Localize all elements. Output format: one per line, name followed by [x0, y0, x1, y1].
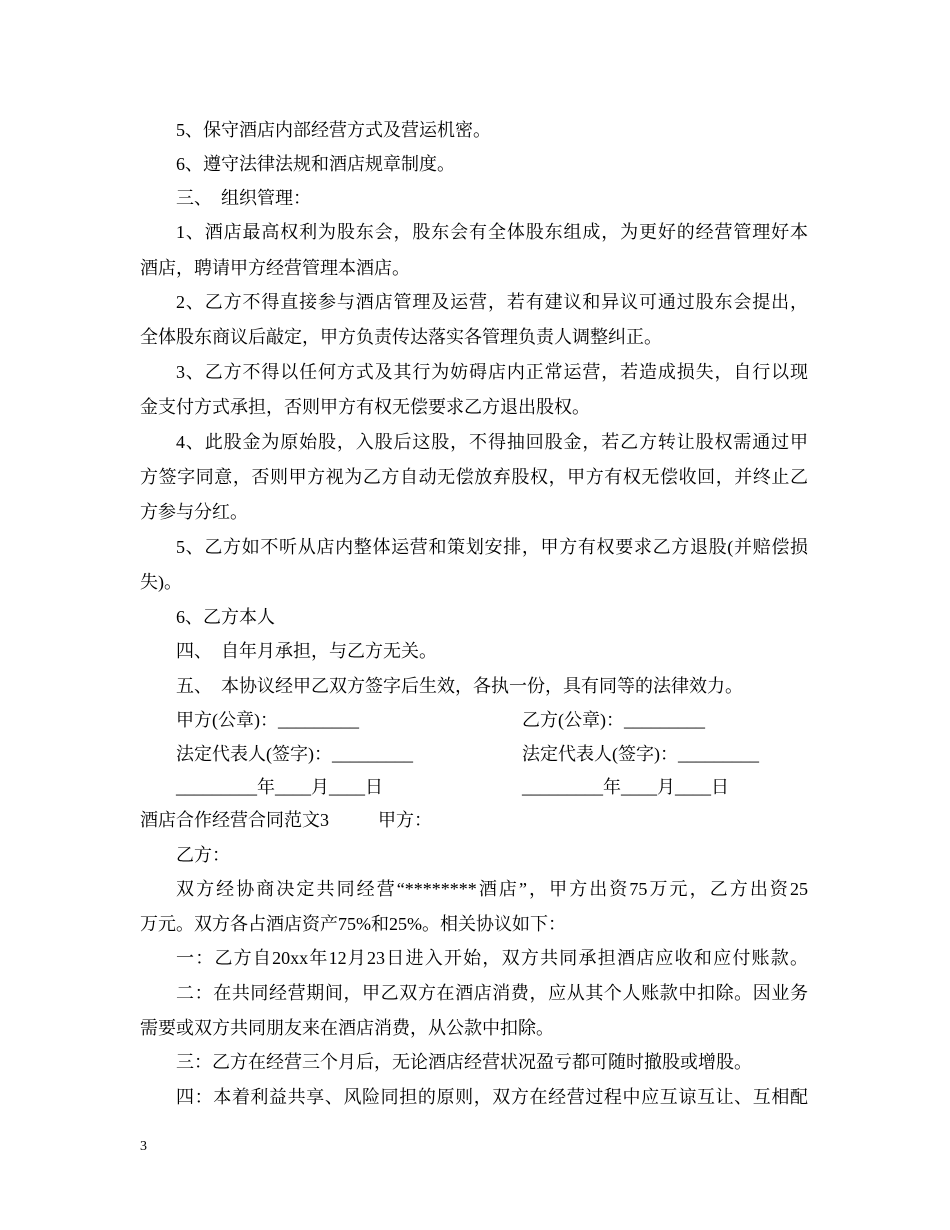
- paragraph-line: 方签字同意，否则甲方视为乙方自动无偿放弃股权，甲方有权无偿收回，并终止乙: [140, 467, 808, 487]
- paragraph-line: 方参与分红。: [140, 502, 248, 522]
- section-heading: 四、 自年月承担，与乙方无关。: [176, 641, 437, 661]
- paragraph-line: 2、乙方不得直接参与酒店管理及运营，若有建议和异议可通过股东会提出，: [176, 292, 808, 312]
- party-a-date: _________年____月____日: [176, 777, 383, 797]
- clause-line: 5、保守酒店内部经营方式及营运机密。: [176, 120, 491, 140]
- clause-line: 6、遵守法律法规和酒店规章制度。: [176, 154, 455, 174]
- contract-title: 酒店合作经营合同范文3: [140, 810, 329, 830]
- paragraph-line: 三：乙方在经营三个月后，无论酒店经营状况盈亏都可随时撤股或增股。: [176, 1052, 752, 1072]
- paragraph-line: 全体股东商议后敲定，甲方负责传达落实各管理负责人调整纠正。: [140, 327, 662, 347]
- section-heading: 五、 本协议经甲乙双方签字后生效，各执一份，具有同等的法律效力。: [176, 676, 743, 696]
- paragraph-line: 1、酒店最高权利为股东会，股东会有全体股东组成，为更好的经营管理好本: [176, 222, 808, 242]
- paragraph-line: 4、此股金为原始股，入股后这股，不得抽回股金，若乙方转让股权需通过甲: [176, 432, 808, 452]
- party-a-seal: 甲方(公章)：_________: [176, 710, 359, 730]
- party-b-date: _________年____月____日: [522, 777, 729, 797]
- paragraph-line: 四：本着利益共享、风险同担的原则，双方在经营过程中应互谅互让、互相配: [176, 1087, 808, 1107]
- paragraph-line: 酒店，聘请甲方经营管理本酒店。: [140, 258, 410, 278]
- party-a-label: 甲方：: [378, 810, 432, 830]
- section-heading: 三、 组织管理：: [176, 188, 311, 208]
- paragraph-line: 5、乙方如不听从店内整体运营和策划安排，甲方有权要求乙方退股(并赔偿损: [176, 537, 808, 557]
- paragraph-line: 6、乙方本人: [176, 607, 275, 627]
- party-b-representative: 法定代表人(签字)：_________: [522, 744, 759, 764]
- page-number: 3: [140, 1139, 147, 1154]
- paragraph-line: 双方经协商决定共同经营“********酒店”，甲方出资75万元，乙方出资25: [176, 879, 808, 899]
- paragraph-line: 万元。双方各占酒店资产75%和25%。相关协议如下：: [140, 914, 566, 934]
- paragraph-line: 金支付方式承担，否则甲方有权无偿要求乙方退出股权。: [140, 397, 590, 417]
- paragraph-line: 3、乙方不得以任何方式及其行为妨碍店内正常运营，若造成损失，自行以现: [176, 362, 808, 382]
- paragraph-line: 需要或双方共同朋友来在酒店消费，从公款中扣除。: [140, 1018, 554, 1038]
- paragraph-line: 二：在共同经营期间，甲乙双方在酒店消费，应从其个人账款中扣除。因业务: [176, 983, 808, 1003]
- party-b-label: 乙方：: [176, 845, 230, 865]
- party-b-seal: 乙方(公章)：_________: [522, 710, 705, 730]
- party-a-representative: 法定代表人(签字)：_________: [176, 744, 413, 764]
- paragraph-line: 一：乙方自20xx年12月23日进入开始，双方共同承担酒店应收和应付账款。: [176, 948, 808, 968]
- paragraph-line: 失)。: [140, 572, 182, 592]
